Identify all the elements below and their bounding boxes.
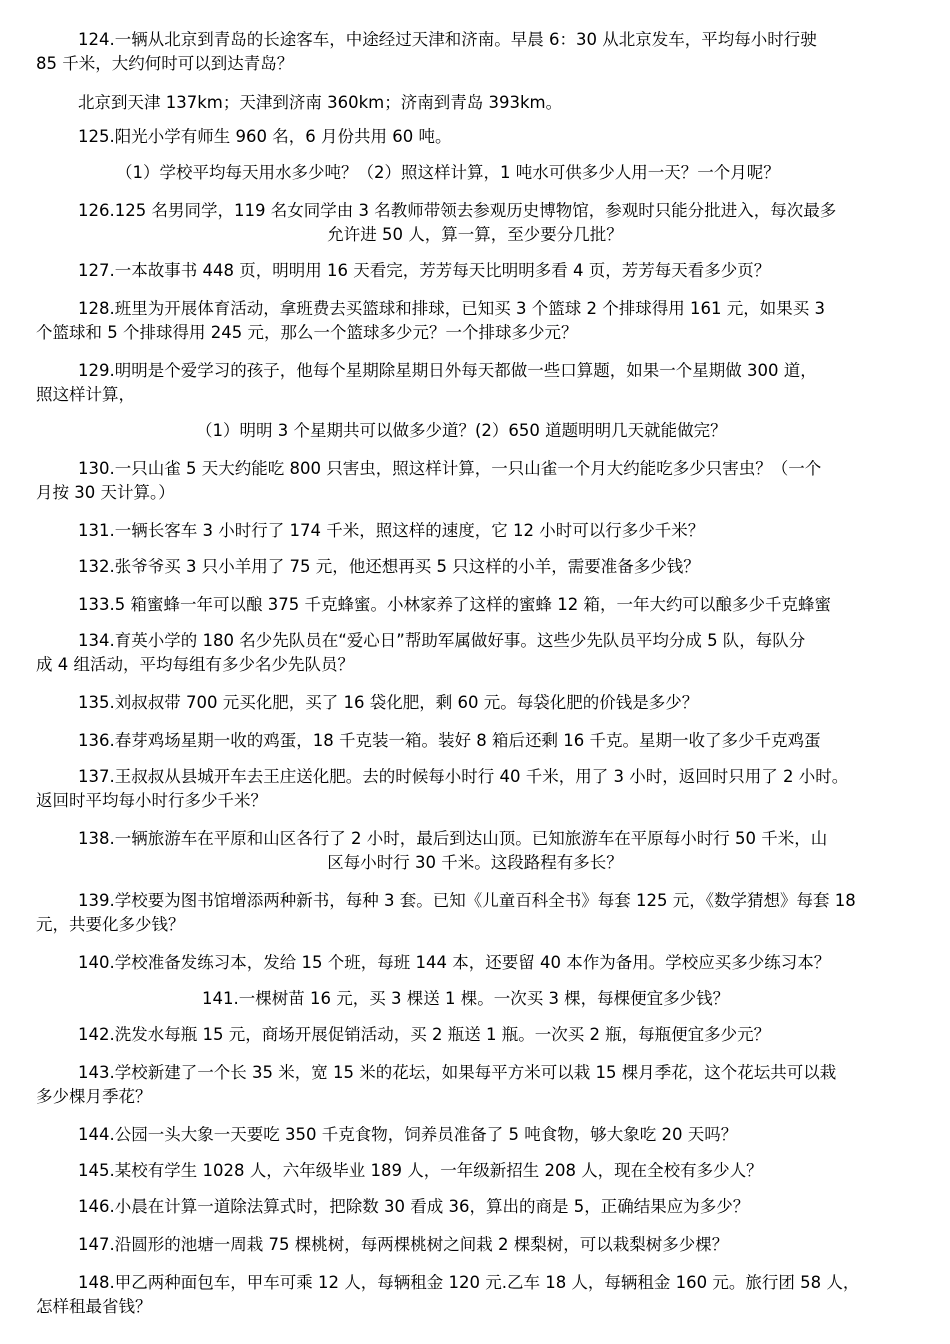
- problem-137-line-1: 137.王叔叔从县城开车去王庄送化肥。去的时候每小时行 40 千米，用了 3 小时，返回时只用了 2 小时。: [78, 767, 849, 786]
- problem-147: 147.沿圆形的池塘一周栽 75 棵桃树，每两棵桃树之间栽 2 棵梨树，可以栽梨树多少棵？: [78, 1235, 729, 1254]
- problem-143-line-1: 143.学校新建了一个长 35 米，宽 15 米的花坛，如果每平方米可以栽 15 棵月季花，这个花坛共可以栽: [78, 1063, 837, 1082]
- problem-138-line-1: 138.一辆旅游车在平原和山区各行了 2 小时，最后到达山顶。已知旅游车在平原每小时行 50 千米，山: [78, 829, 828, 848]
- problem-148-line-1: 148.甲乙两种面包车，甲车可乘 12 人，每辆租金 120 元.乙车 18 人，每辆租金 160 元。旅行团 58 人，: [78, 1273, 860, 1292]
- problem-130-line-1: 130.一只山雀 5 天大约能吃 800 只害虫，照这样计算，一只山雀一个月大约能吃多少只害虫？（一个: [78, 459, 822, 478]
- problem-142: 142.洗发水每瓶 15 元，商场开展促销活动，买 2 瓶送 1 瓶。一次买 2 瓶，每瓶便宜多少元？: [78, 1025, 771, 1044]
- problem-124-line-1: 124.一辆从北京到青岛的长途客车，中途经过天津和济南。早晨 6：30 从北京发车，平均每小时行驶: [78, 30, 817, 49]
- problem-125-line-1: 125.阳光小学有师生 960 名，6 月份共用 60 吨。: [78, 127, 452, 146]
- problem-138-line-2: 区每小时行 30 千米。这段路程有多长？: [327, 853, 623, 872]
- problem-129-line-1: 129.明明是个爱学习的孩子，他每个星期除星期日外每天都做一些口算题，如果一个星期做 300 道，: [78, 361, 817, 380]
- problem-139-line-2: 元，共要化多少钱？: [36, 915, 185, 934]
- problem-130-line-2: 月按 30 天计算。）: [36, 483, 175, 502]
- problem-129-line-2: 照这样计算，: [36, 385, 135, 404]
- problem-136: 136.春芽鸡场星期一收的鸡蛋，18 千克装一箱。装好 8 箱后还剩 16 千克。星期一收了多少千克鸡蛋: [78, 731, 821, 750]
- problem-144: 144.公园一头大象一天要吃 350 千克食物，饲养员准备了 5 吨食物，够大象吃 20 天吗？: [78, 1125, 738, 1144]
- problem-129-questions: （1）明明 3 个星期共可以做多少道？(2）650 道题明明几天就能做完？: [196, 421, 727, 440]
- problem-143-line-2: 多少棵月季花？: [36, 1087, 152, 1106]
- problem-145: 145.某校有学生 1028 人，六年级毕业 189 人，一年级新招生 208 人，现在全校有多少人？: [78, 1161, 763, 1180]
- problem-126-line-1: 126.125 名男同学，119 名女同学由 3 名教师带领去参观历史博物馆，参观时只能分批进入，每次最多: [78, 201, 837, 220]
- problem-135: 135.刘叔叔带 700 元买化肥，买了 16 袋化肥，剩 60 元。每袋化肥的价钱是多少？: [78, 693, 699, 712]
- problem-126-line-2: 允许进 50 人，算一算，至少要分几批？: [327, 225, 623, 244]
- problem-127: 127.一本故事书 448 页，明明用 16 天看完，芳芳每天比明明多看 4 页，芳芳每天看多少页？: [78, 261, 771, 280]
- problem-139-line-1: 139.学校要为图书馆增添两种新书，每种 3 套。已知《儿童百科全书》每套 125 元，《数学猜想》每套 18: [78, 891, 856, 910]
- problem-128-line-2: 个篮球和 5 个排球得用 245 元，那么一个篮球多少元？一个排球多少元？: [36, 323, 578, 342]
- problem-128-line-1: 128.班里为开展体育活动，拿班费去买篮球和排球，已知买 3 个篮球 2 个排球得用 161 元，如果买 3: [78, 299, 825, 318]
- problem-133: 133.5 箱蜜蜂一年可以酿 375 千克蜂蜜。小林家养了这样的蜜蜂 12 箱，一年大约可以酿多少千克蜂蜜: [78, 595, 831, 614]
- problem-148-line-2: 怎样租最省钱？: [36, 1297, 152, 1316]
- problem-137-line-2: 返回时平均每小时行多少千米？: [36, 791, 267, 810]
- problem-124-line-2: 85 千米，大约何时可以到达青岛？: [36, 54, 294, 73]
- problem-131: 131.一辆长客车 3 小时行了 174 千米，照这样的速度，它 12 小时可以行多少千米？: [78, 521, 705, 540]
- problem-132: 132.张爷爷买 3 只小羊用了 75 元，他还想再买 5 只这样的小羊，需要准备多少钱？: [78, 557, 700, 576]
- problem-134-line-2: 成 4 组活动，平均每组有多少名少先队员？: [36, 655, 354, 674]
- problem-124-distances: 北京到天津 137km；天津到济南 360km；济南到青岛 393km。: [78, 93, 563, 112]
- problem-140: 140.学校准备发练习本，发给 15 个班，每班 144 本，还要留 40 本作为备用。学校应买多少练习本？: [78, 953, 831, 972]
- problem-125-questions: （1）学校平均每天用水多少吨？（2）照这样计算，1 吨水可供多少人用一天？一个月呢？: [116, 163, 780, 182]
- problem-146: 146.小晨在计算一道除法算式时，把除数 30 看成 36，算出的商是 5，正确结果应为多少？: [78, 1197, 750, 1216]
- problem-141: 141.一棵树苗 16 元，买 3 棵送 1 棵。一次买 3 棵，每棵便宜多少钱？: [202, 989, 730, 1008]
- problem-134-line-1: 134.育英小学的 180 名少先队员在“爱心日”帮助军属做好事。这些少先队员平均分成 5 队，每队分: [78, 631, 806, 650]
